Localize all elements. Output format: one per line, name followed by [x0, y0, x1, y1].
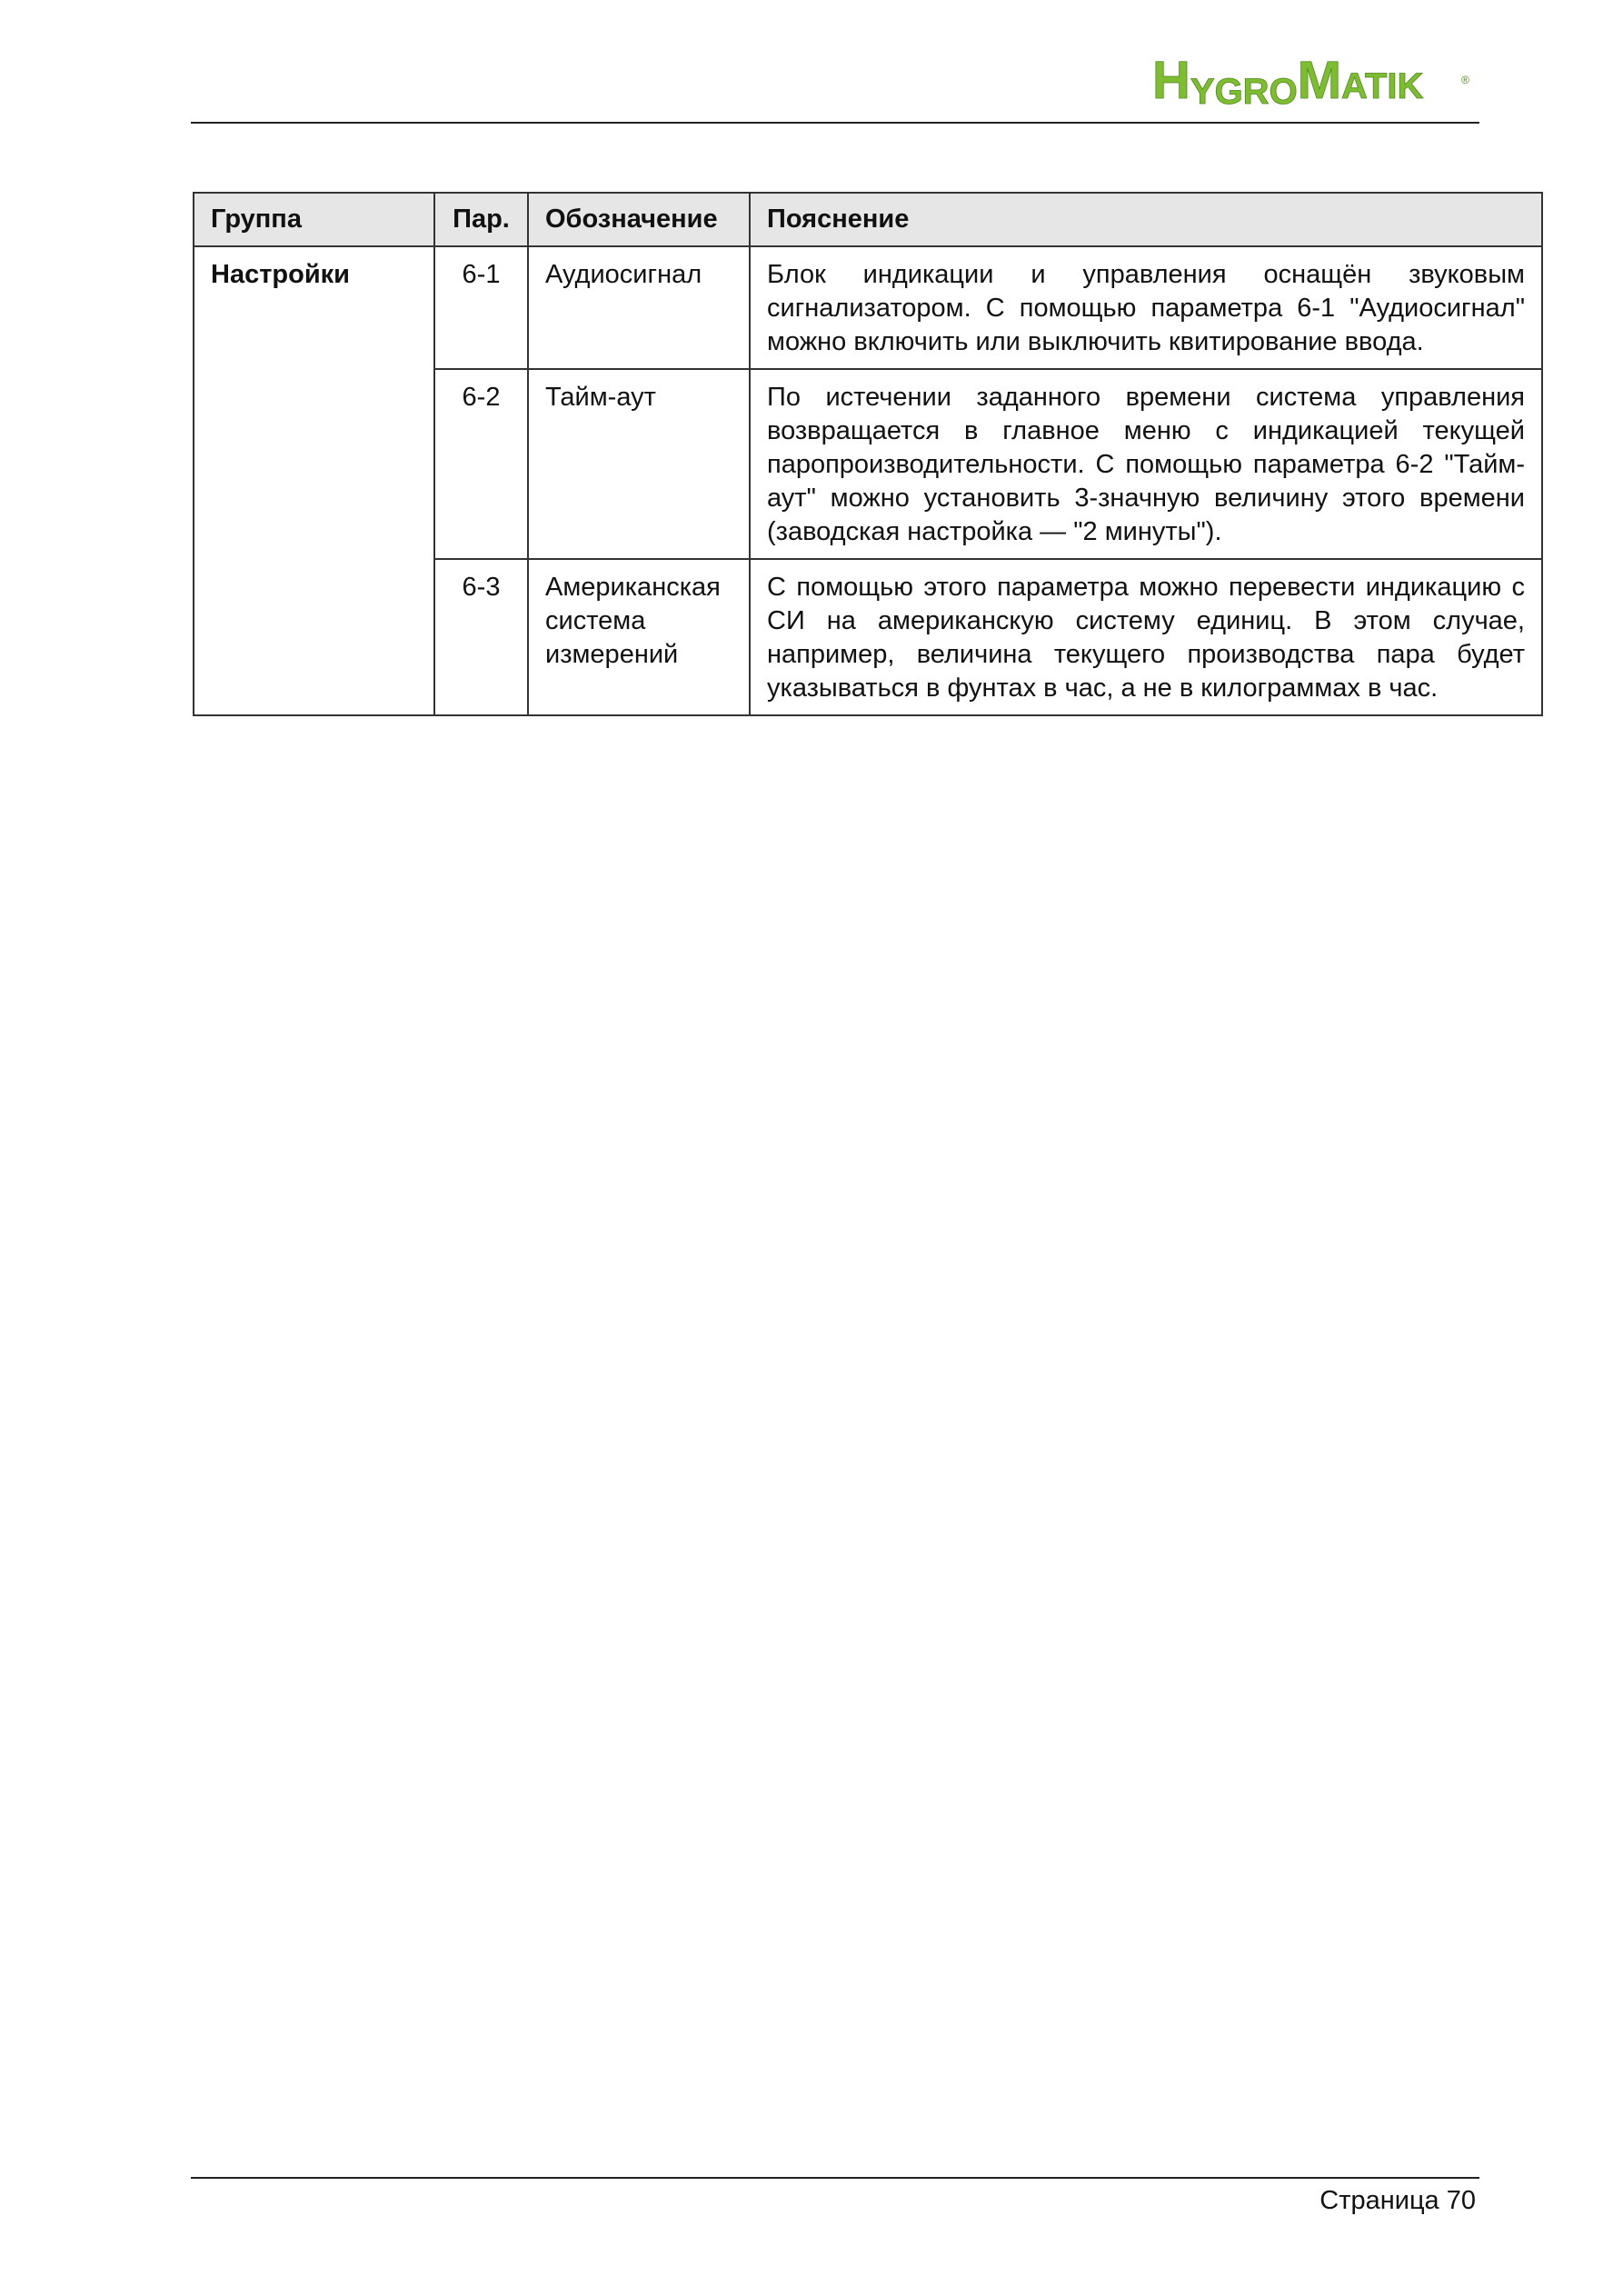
header-divider: [191, 122, 1479, 124]
column-header-par: Пар.: [434, 193, 528, 246]
group-cell: Настройки: [194, 246, 434, 715]
table-header-row: [194, 193, 1542, 246]
hygromatik-logo: [1152, 47, 1472, 111]
footer-divider: [191, 2177, 1479, 2179]
designation-cell: Аудиосигнал: [528, 246, 750, 369]
explanation-cell: С помощью этого параметра можно перевести индикацию с СИ на американскую систему единиц. В этом случае, например, величина текущего производства пара будет указываться в фунтах в час, а не в килограммах в час.: [750, 559, 1542, 715]
designation-cell: Американская система измерений: [528, 559, 750, 715]
svg-text:®: ®: [1461, 74, 1469, 86]
column-header-explanation: Пояснение: [750, 193, 1542, 246]
table-row: [194, 246, 1542, 369]
parameters-table: [193, 192, 1543, 716]
svg-text:HYGROMATIK: HYGROMATIK: [1152, 51, 1424, 111]
explanation-cell: По истечении заданного времени система управления возвращается в главное меню с индикацией текущей паропроизводительности. С помощью параметра 6-2 "Тайм-аут" можно установить 3-значную величину этого времени (заводская настройка — "2 минуты").: [750, 369, 1542, 559]
explanation-cell: Блок индикации и управления оснащён звуковым сигнализатором. С помощью параметра 6-1 "Аудиосигнал" можно включить или выключить квитирование ввода.: [750, 246, 1542, 369]
par-cell: 6-1: [434, 246, 528, 369]
column-header-group: Группа: [194, 193, 434, 246]
par-cell: 6-3: [434, 559, 528, 715]
designation-cell: Тайм-аут: [528, 369, 750, 559]
column-header-designation: Обозначение: [528, 193, 750, 246]
page-number: Страница 70: [1319, 2186, 1476, 2215]
par-cell: 6-2: [434, 369, 528, 559]
